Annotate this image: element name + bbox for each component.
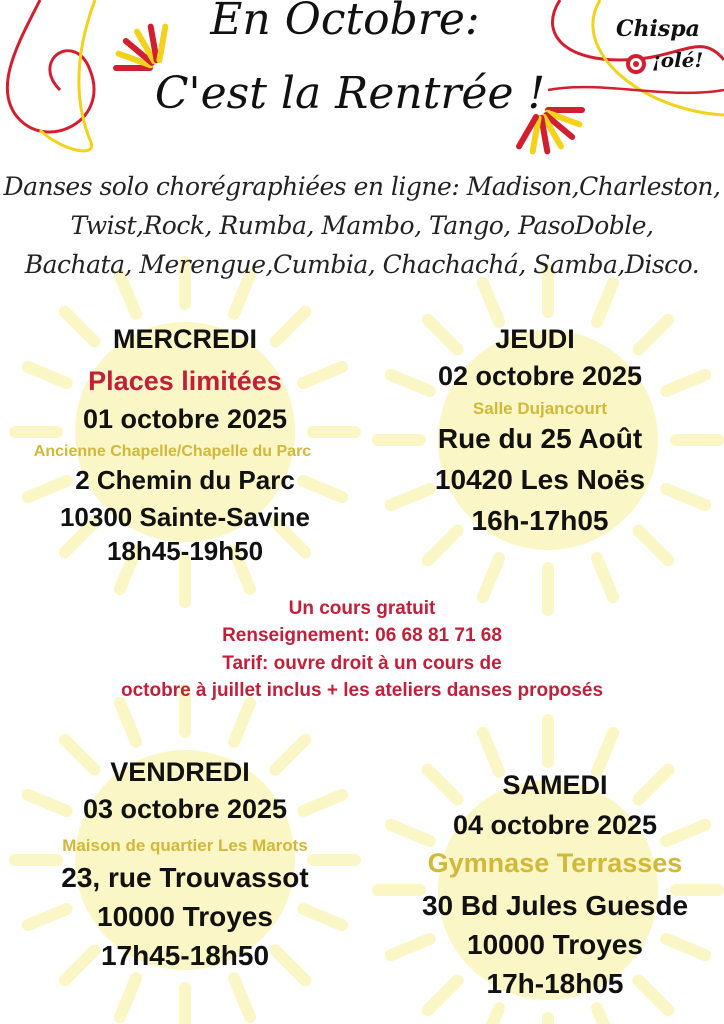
samedi-street: 30 Bd Jules Guesde — [421, 890, 689, 921]
vendredi-day: VENDREDI — [110, 757, 250, 787]
chispa-ole-logo — [612, 14, 712, 84]
samedi-time: 17h-18h05 — [486, 968, 624, 999]
sun-ray — [120, 978, 136, 1017]
sun-ray — [597, 558, 613, 597]
mercredi-street: 2 Chemin du Parc — [75, 465, 295, 495]
info-tarif: Tarif: ouvre droit à un cours de — [222, 653, 502, 674]
info-tarif-detail: octobre à juillet inclus + les ateliers danses proposés — [120, 680, 604, 701]
jeudi-date: 02 octobre 2025 — [437, 361, 643, 391]
sun-ray — [234, 703, 250, 742]
logo-text-line2: ¡olé! — [652, 48, 704, 72]
info-free-lesson: Un cours gratuit — [288, 598, 436, 619]
mercredi-day: MERCREDI — [112, 324, 257, 354]
jeudi-street: Rue du 25 Août — [437, 423, 643, 454]
title-line1: En Octobre: — [210, 0, 480, 45]
title-line2: C'est la Rentrée ! — [154, 68, 546, 119]
mercredi-note: Places limitées — [88, 366, 282, 396]
sun-ray — [483, 733, 499, 772]
sun-ray — [597, 1008, 613, 1024]
info-phone: Renseignement: 06 68 81 71 68 — [222, 625, 502, 646]
vendredi-venue: Maison de quartier Les Marots — [62, 836, 308, 855]
vendredi-date: 03 octobre 2025 — [82, 794, 288, 824]
mercredi-city: 10300 Sainte-Savine — [59, 502, 311, 532]
samedi-date: 04 octobre 2025 — [452, 810, 658, 840]
dance-styles-line1: Danses solo chorégraphiées en ligne: Madison,Charleston, — [3, 172, 721, 201]
mercredi-date: 01 octobre 2025 — [82, 404, 288, 434]
sun-ray — [483, 558, 499, 597]
sun-ray — [120, 275, 136, 314]
dance-styles-line3: Bachata, Merengue,Cumbia, Chachachá, Samba,Disco. — [24, 250, 700, 279]
sun-ray — [597, 733, 613, 772]
ray-burst-left — [116, 27, 165, 68]
sun-ray — [234, 978, 250, 1017]
samedi-city: 10000 Troyes — [467, 929, 643, 960]
jeudi-day: JEUDI — [495, 324, 575, 354]
sun-ray — [483, 1008, 499, 1024]
vendredi-time: 17h45-18h50 — [100, 940, 270, 971]
sun-ray — [120, 703, 136, 742]
logo-text-line1: Chispa — [616, 16, 700, 42]
jeudi-venue: Salle Dujancourt — [472, 399, 608, 418]
vendredi-city: 10000 Troyes — [97, 901, 273, 932]
samedi-day: SAMEDI — [502, 770, 608, 800]
ray-stroke — [159, 27, 165, 60]
sun-ray — [483, 283, 499, 322]
jeudi-city: 10420 Les Noës — [434, 464, 646, 495]
mercredi-venue: Ancienne Chapelle/Chapelle du Parc — [33, 443, 312, 460]
dance-styles-line2: Twist,Rock, Rumba, Mambo, Tango, PasoDoble, — [70, 211, 654, 240]
mercredi-time: 18h45-19h50 — [106, 536, 264, 566]
sun-ray — [639, 320, 669, 350]
samedi-venue: Gymnase Terrasses — [427, 848, 683, 878]
sun-ray — [234, 275, 250, 314]
vendredi-street: 23, rue Trouvassot — [61, 862, 309, 893]
jeudi-time: 16h-17h05 — [471, 505, 609, 536]
sun-ray — [597, 283, 613, 322]
